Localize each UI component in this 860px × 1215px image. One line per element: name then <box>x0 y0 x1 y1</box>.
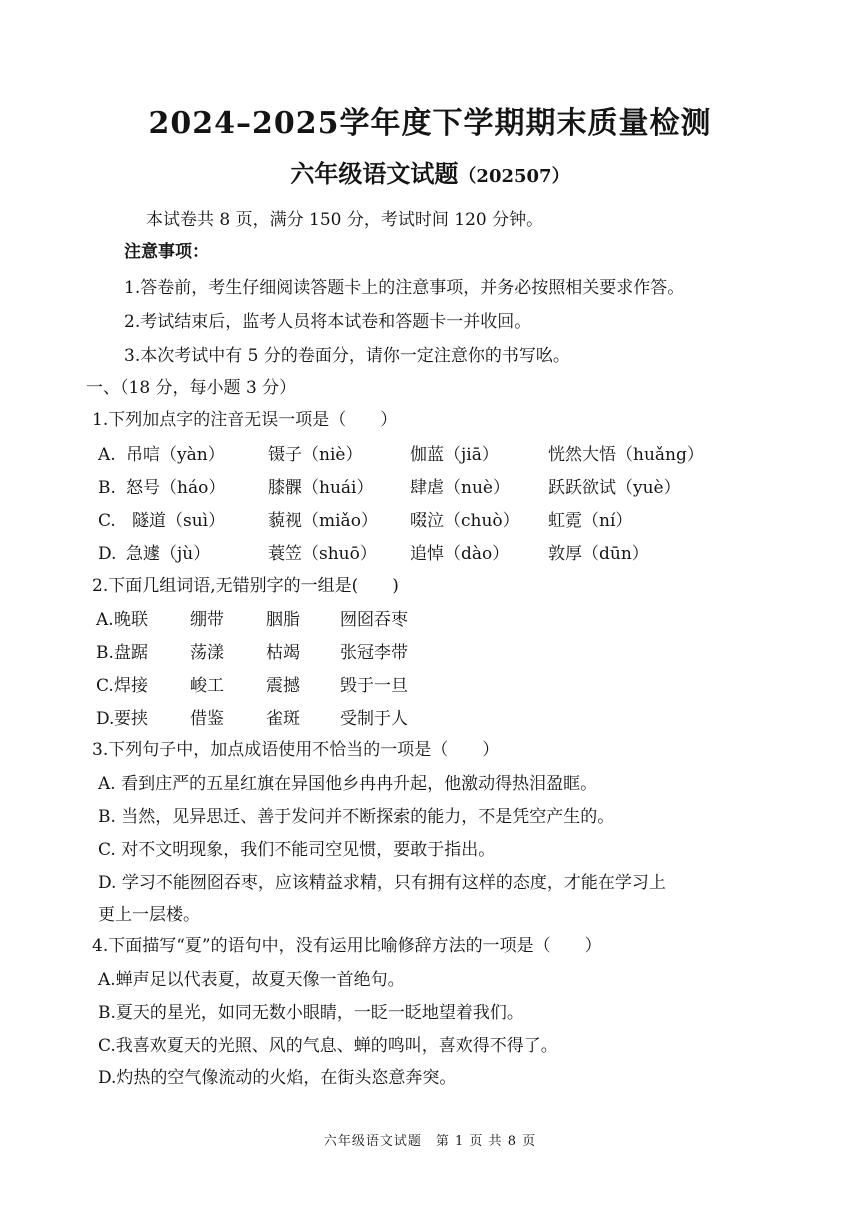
q1-option-item: 追悼（dào） <box>410 544 510 564</box>
q2-option-item: 震撼 <box>266 676 300 696</box>
notice-item: 2.考试结束后，监考人员将本试卷和答题卡一并收回。 <box>124 312 532 332</box>
q1-option-item: 蓑笠（shuō） <box>268 544 377 564</box>
q1-option-item: 跃跃欲试（yuè） <box>548 478 681 498</box>
q2-option-item: 胭脂 <box>266 610 300 630</box>
section-heading: 一、（18 分，每小题 3 分） <box>86 378 297 398</box>
question-4-stem: 4.下面描写“夏”的语句中，没有运用比喻修辞方法的一项是（ ） <box>92 936 602 956</box>
question-3-stem: 3.下列句子中，加点成语使用不恰当的一项是（ ） <box>92 740 500 760</box>
exam-subtitle <box>0 154 860 189</box>
q1-option-item: 啜泣（chuò） <box>410 511 520 531</box>
exam-title: 2024–2025学年度下学期期末质量检测 <box>148 106 712 141</box>
q4-option: A.蝉声足以代表夏，故夏天像一首绝句。 <box>98 970 405 990</box>
exam-intro: 本试卷共 8 页，满分 150 分，考试时间 120 分钟。 <box>146 210 544 230</box>
q2-option-item: 借鉴 <box>190 709 224 729</box>
q4-option: D.灼热的空气像流动的火焰，在街头恣意奔突。 <box>98 1068 457 1088</box>
option-label: B. <box>96 643 114 663</box>
q1-option-item: 吊唁（yàn） <box>126 445 225 465</box>
q2-option-item: 枯竭 <box>266 643 300 663</box>
q2-option-item: 焊接 <box>114 676 148 696</box>
option-label: C. <box>98 511 116 531</box>
q2-option-item: 绷带 <box>190 610 224 630</box>
q1-option-item: 恍然大悟（huǎng） <box>548 445 704 465</box>
notice-item: 1.答卷前，考生仔细阅读答题卡上的注意事项，并务必按照相关要求作答。 <box>124 278 685 298</box>
q2-option-item: 囫囵吞枣 <box>340 610 408 630</box>
q3-option-continuation: 更上一层楼。 <box>98 905 200 925</box>
subtitle-text: 六年级语文试题 <box>290 159 459 188</box>
q1-option-item: 隧道（suì） <box>132 511 226 531</box>
q3-option: B. 当然，见异思迁、善于发问并不断探索的能力，不是凭空产生的。 <box>98 807 615 827</box>
q2-option-item: 峻工 <box>190 676 224 696</box>
question-1-stem: 1.下列加点字的注音无误一项是（ ） <box>92 410 398 430</box>
q1-option-item: 伽蓝（jiā） <box>410 445 499 465</box>
q1-option-item: 敦厚（dūn） <box>548 544 649 564</box>
notice-item: 3.本次考试中有 5 分的卷面分，请你一定注意你的书写吆。 <box>124 346 570 366</box>
q2-option-item: 张冠李带 <box>340 643 408 663</box>
q2-option-item: 要挟 <box>114 709 148 729</box>
question-2-stem: 2.下面几组词语,无错别字的一组是( ) <box>92 576 399 596</box>
q1-option-item: 肆虐（nuè） <box>410 478 510 498</box>
q1-option-item: 急遽（jù） <box>126 544 211 564</box>
q4-option: C.我喜欢夏天的光照、风的气息、蝉的鸣叫，喜欢得不得了。 <box>98 1036 558 1056</box>
option-label: C. <box>96 676 114 696</box>
option-label: A. <box>98 445 116 465</box>
q3-option: C. 对不文明现象，我们不能司空见惯，要敢于指出。 <box>98 840 496 860</box>
q2-option-item: 盘踞 <box>114 643 148 663</box>
option-label: D. <box>98 544 117 564</box>
q2-option-item: 雀斑 <box>266 709 300 729</box>
q2-option-item: 荡漾 <box>190 643 224 663</box>
option-label: A. <box>96 610 114 630</box>
option-label: B. <box>98 478 116 498</box>
page-footer: 六年级语文试题 第 1 页 共 8 页 <box>323 1134 537 1149</box>
q1-option-item: 怒号（háo） <box>126 478 226 498</box>
q1-option-item: 膝髁（huái） <box>268 478 374 498</box>
q2-option-item: 受制于人 <box>340 709 408 729</box>
q3-option: A. 看到庄严的五星红旗在异国他乡冉冉升起，他激动得热泪盈眶。 <box>98 774 598 794</box>
q1-option-item: 镊子（niè） <box>268 445 363 465</box>
q2-option-item: 晚联 <box>114 610 148 630</box>
q3-option: D. 学习不能囫囵吞枣，应该精益求精，只有拥有这样的态度，才能在学习上 <box>98 873 666 893</box>
notice-heading: 注意事项： <box>124 242 209 262</box>
subtitle-code: （202507） <box>458 166 570 187</box>
q1-option-item: 虹霓（ní） <box>548 511 633 531</box>
option-label: D. <box>96 709 115 729</box>
q2-option-item: 毁于一旦 <box>340 676 408 696</box>
q4-option: B.夏天的星光，如同无数小眼睛，一眨一眨地望着我们。 <box>98 1003 524 1023</box>
q1-option-item: 藐视（miǎo） <box>268 511 378 531</box>
